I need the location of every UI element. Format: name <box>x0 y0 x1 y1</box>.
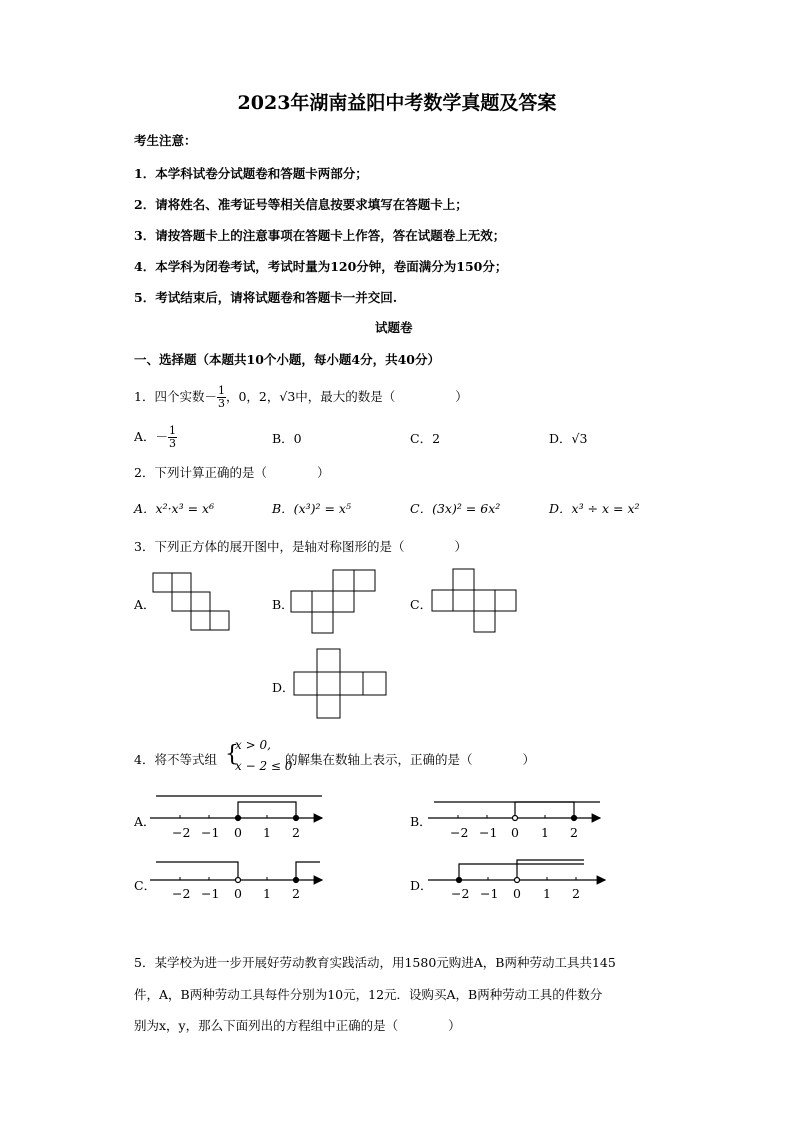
number-line-d <box>428 860 605 883</box>
q4-label-d: D． <box>410 878 433 893</box>
tick-label: −1 <box>201 886 220 901</box>
question-5-line-1: 5．某学校为进一步开展好劳动教育实践活动，用1580元购进A，B两种劳动工具共145 <box>134 955 616 970</box>
frac-numerator: 1 <box>217 384 225 397</box>
q4-label-c: C． <box>134 878 157 893</box>
q2-option-c: C．(3x)² = 6x² <box>410 501 501 516</box>
number-line-c <box>150 862 322 883</box>
q1-stem-c: ） <box>455 389 468 404</box>
q1-stem-a: 1．四个实数－ <box>134 389 217 404</box>
q1-stem-b: ，0，2，√3中，最大的数是（ <box>225 389 396 404</box>
number-line-a <box>150 796 322 821</box>
q3-label-c: C． <box>410 597 433 612</box>
question-5-line-3: 别为x，y，那么下面列出的方程组中正确的是（ ） <box>134 1018 461 1033</box>
frac-denominator: 3 <box>217 397 225 410</box>
q3-label-a: A． <box>134 597 156 612</box>
tick-label: 1 <box>263 825 271 840</box>
frac-numerator: 1 <box>169 424 177 437</box>
notice-item-3: 3．请按答题卡上的注意事项在答题卡上作答，答在试题卷上无效； <box>134 228 506 243</box>
tick-label: −2 <box>451 886 470 901</box>
q3-label-b: B． <box>272 597 294 612</box>
q1-option-d: D．√3 <box>549 431 588 446</box>
tick-label: 0 <box>234 825 242 840</box>
notice-item-1: 1．本学科试卷分试题卷和答题卡两部分； <box>134 166 368 181</box>
system-brace: { <box>225 742 239 767</box>
q4-stem-a: 4．将不等式组 <box>134 752 217 767</box>
frac-denominator: 3 <box>169 437 177 450</box>
tick-label: 0 <box>234 886 242 901</box>
q2-option-d: D．x³ ÷ x = x² <box>549 501 640 516</box>
tick-label: 2 <box>292 886 300 901</box>
page-title: 2023年湖南益阳中考数学真题及答案 <box>237 92 557 114</box>
q1-option-b: B．0 <box>272 431 302 446</box>
section-heading: 一、选择题（本题共10个小题，每小题4分，共40分） <box>134 352 440 367</box>
tick-label: −2 <box>172 886 191 901</box>
tick-label: −1 <box>201 825 220 840</box>
q4-label-a: A． <box>134 814 156 829</box>
q2-option-b: B．(x³)² = x⁵ <box>272 501 351 516</box>
tick-label: −2 <box>450 825 469 840</box>
paper-heading: 试题卷 <box>375 320 413 335</box>
tick-label: −2 <box>172 825 191 840</box>
question-2: 2．下列计算正确的是（ ） <box>134 465 330 480</box>
tick-label: 1 <box>543 886 551 901</box>
tick-label: −1 <box>479 825 498 840</box>
q1-option-c: C．2 <box>410 431 441 446</box>
q2-option-a: A．x²·x³ = x⁶ <box>134 501 215 516</box>
q4-stem-b: 的解集在数轴上表示，正确的是（ ） <box>285 752 536 767</box>
tick-label: 1 <box>263 886 271 901</box>
inequality-1: x > 0, <box>235 738 271 752</box>
notice-heading: 考生注意： <box>134 133 197 148</box>
notice-item-2: 2．请将姓名、准考证号等相关信息按要求填写在答题卡上； <box>134 197 468 212</box>
tick-label: 0 <box>511 825 519 840</box>
notice-item-4: 4．本学科为闭卷考试，考试时量为120分钟，卷面满分为150分； <box>134 259 508 274</box>
question-3: 3．下列正方体的展开图中，是轴对称图形的是（ ） <box>134 539 467 554</box>
number-line-b <box>428 802 600 821</box>
tick-label: 2 <box>570 825 578 840</box>
q1-option-a-label: A．－ <box>134 429 169 444</box>
q3-label-d: D． <box>272 680 295 695</box>
tick-label: 1 <box>541 825 549 840</box>
inequality-2: x − 2 ≤ 0 <box>235 759 293 773</box>
tick-label: 2 <box>292 825 300 840</box>
tick-label: 2 <box>572 886 580 901</box>
tick-label: 0 <box>513 886 521 901</box>
tick-label: −1 <box>480 886 499 901</box>
question-5-line-2: 件，A，B两种劳动工具每件分别为10元，12元．设购买A，B两种劳动工具的件数分 <box>134 987 603 1002</box>
q4-label-b: B． <box>410 814 432 829</box>
notice-item-5: 5．考试结束后，请将试题卷和答题卡一并交回. <box>134 290 398 305</box>
